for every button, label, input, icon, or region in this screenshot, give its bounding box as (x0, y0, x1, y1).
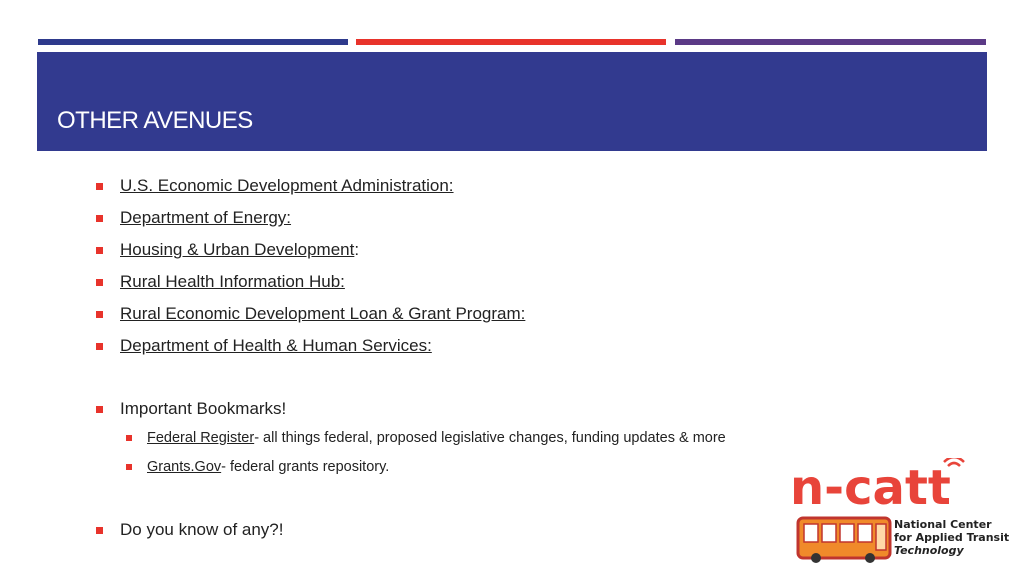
link-grants-gov[interactable]: Grants.Gov (147, 459, 222, 475)
link-rural-health[interactable]: Rural Health Information Hub: (120, 272, 345, 291)
list-item (96, 520, 283, 540)
ncatt-logo (788, 458, 1014, 566)
bus-icon (798, 518, 890, 563)
bookmark-description: - federal grants repository. (221, 459, 390, 475)
bullet-icon (96, 311, 103, 318)
logo-wordmark: n-catt (790, 460, 951, 516)
link-rural-econ[interactable]: Rural Economic Development Loan & Grant Program: (120, 304, 526, 323)
slide-title: OTHER AVENUES (57, 107, 253, 134)
bullet-icon (96, 406, 103, 413)
link-hud[interactable]: Housing & Urban Development (120, 240, 355, 259)
logo-line-1: National Center (894, 518, 992, 531)
list-item (96, 336, 432, 356)
list-item (96, 176, 454, 196)
bullet-icon (96, 215, 103, 222)
bullet-icon (96, 527, 103, 534)
bullet-icon (96, 343, 103, 350)
bullet-icon (96, 183, 103, 190)
sub-list-item (126, 459, 389, 475)
link-hhs[interactable]: Department of Health & Human Services: (120, 336, 432, 355)
closing-question: Do you know of any?! (120, 520, 284, 539)
list-item (96, 399, 286, 419)
link-eda[interactable]: U.S. Economic Development Administration: (120, 176, 454, 195)
list-item (96, 304, 525, 324)
logo-line-3: Technology (894, 544, 964, 557)
link-suffix: : (354, 240, 360, 259)
bullet-icon (126, 464, 132, 470)
bullet-icon (96, 279, 103, 286)
sub-list-item (126, 430, 726, 446)
bookmark-description: - all things federal, proposed legislative changes, funding updates & more (254, 430, 726, 446)
logo-graphic (788, 458, 1014, 566)
bullet-icon (96, 247, 103, 254)
list-item (96, 240, 359, 260)
logo-line-2: for Applied Transit (894, 531, 1010, 544)
list-item (96, 272, 345, 292)
bullet-icon (126, 435, 132, 441)
link-energy[interactable]: Department of Energy: (120, 208, 292, 227)
link-federal-register[interactable]: Federal Register (147, 430, 255, 446)
list-item (96, 208, 291, 228)
bookmarks-heading: Important Bookmarks! (120, 399, 287, 418)
